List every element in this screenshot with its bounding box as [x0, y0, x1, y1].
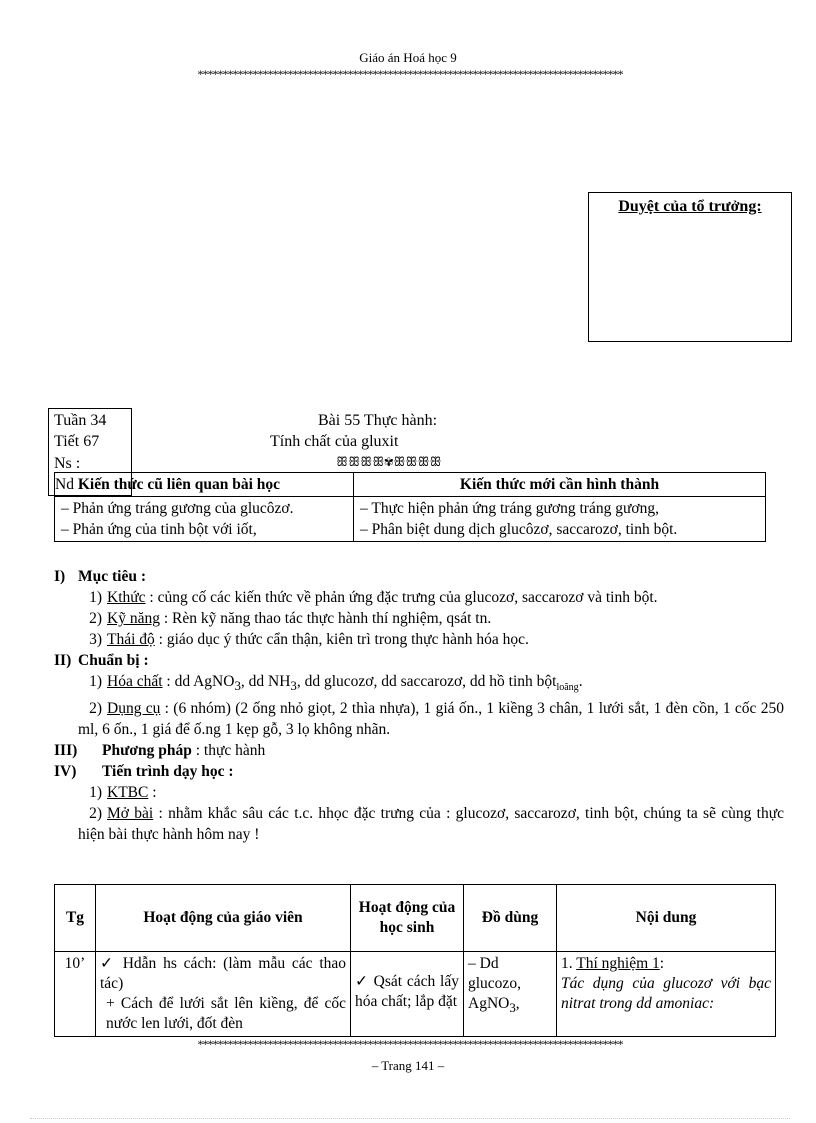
- period-label: Tiết 67: [54, 433, 100, 450]
- plan-table-row: [55, 952, 776, 1037]
- objective-knowledge: 1) Kthức : củng cố các kiến thức về phản ứng đặc trưng của glucozơ, saccarozơ và tinh bột.: [89, 589, 658, 606]
- knowledge-table: [54, 472, 766, 542]
- row-student: ✓ Qsát cách lấy hóa chất; lắp đặt: [351, 952, 464, 1037]
- page-number: – Trang 141 –: [371, 1058, 445, 1073]
- lesson-plan-table: [54, 884, 776, 1037]
- lesson-subtitle: Tính chất của gluxit: [270, 433, 399, 450]
- ns-label: Ns :: [54, 455, 81, 472]
- new-knowledge-item: – Thực hiện phản ứng tráng gương tráng gương,: [360, 500, 659, 517]
- preparation-chemicals: 1) Hóa chất : dd AgNO$_3$, dd $NH_3$, dd glucozơ, dd saccarozơ, dd hồ tinh bột$_{loãng}$.: [89, 673, 583, 694]
- row-materials: – Dd glucozo, AgNO$_3$,: [464, 952, 557, 1037]
- nd-label: Nd: [55, 476, 74, 493]
- process-ktbc: 1) KTBC :: [89, 784, 157, 802]
- row-teacher: ✓ Hdẫn hs cách: (làm mẫu các thao tác) + Cách để lưới sắt lên kiềng, để cốc nước len lưới, đốt đèn: [96, 952, 351, 1037]
- old-knowledge-header: [55, 473, 354, 497]
- old-knowledge-item: – Phản ứng của tinh bột với iốt,: [61, 521, 257, 538]
- page-bottom-divider: [30, 1118, 790, 1119]
- page-header-title: Giáo án Hoá học 9: [359, 50, 457, 65]
- objective-skill: 2) Kỹ năng : Rèn kỹ năng thao tác thực hành thí nghiệm, qsát tn.: [89, 610, 492, 627]
- new-knowledge-header: Kiến thức mới cần hình thành: [354, 473, 766, 497]
- new-knowledge-cell: [354, 497, 766, 542]
- old-knowledge-item: – Phản ứng tráng gương của glucôzơ.: [61, 500, 294, 517]
- header-star-divider: *************************************************************************************: [197, 68, 623, 80]
- method-line: III) Phương pháp : thực hành: [54, 742, 266, 760]
- knowledge-table-row: [55, 497, 766, 542]
- objectives-heading: I) Mục tiêu :: [54, 568, 147, 585]
- objective-attitude: 3) Thái độ : giáo dục ý thức cẩn thận, kiên trì trong thực hành hóa học.: [89, 631, 529, 648]
- plan-table-header: [55, 885, 776, 952]
- preparation-heading: II) Chuẩn bị :: [54, 652, 149, 669]
- ornament-divider: ꕥꕥꕥꕥ✾ꕥꕥꕥꕥ: [336, 454, 442, 469]
- col-time-header: Tg: [55, 885, 96, 952]
- process-heading: IV) Tiến trình dạy học :: [54, 763, 234, 781]
- old-knowledge-cell: [55, 497, 354, 542]
- approval-box: [588, 192, 792, 342]
- lesson-body: [54, 566, 784, 845]
- approval-label: Duyệt của tổ trưởng:: [618, 198, 762, 215]
- col-materials-header: Đồ dùng: [464, 885, 557, 952]
- lesson-title: Bài 55 Thực hành:: [318, 412, 438, 429]
- process-intro: 2) Mở bài : nhằm khắc sâu các t.c. hhọc đặc trưng của : glucozơ, saccarozơ, tinh bột, chúng ta sẽ cùng thực hiện bài thực hành hôm nay !: [78, 805, 784, 844]
- col-teacher-header: Hoạt động của giáo viên: [96, 885, 351, 952]
- row-time: 10’: [55, 952, 96, 1037]
- footer-star-divider: *************************************************************************************: [197, 1038, 623, 1050]
- col-student-header: Hoạt động của học sinh: [351, 885, 464, 952]
- col-content-header: Nội dung: [557, 885, 776, 952]
- old-knowledge-header-text: Kiến thức cũ liên quan bài học: [77, 476, 281, 493]
- new-knowledge-item: – Phân biệt dung dịch glucôzơ, saccarozơ, tinh bột.: [360, 521, 678, 538]
- preparation-equipment: 2) Dụng cụ : (6 nhóm) (2 ống nhỏ giọt, 2 thìa nhựa), 1 giá ốn., 1 kiềng 3 chân, 1 lưới sắt, 1 đèn cồn, 1 cốc 250 ml, 6 ốn., 1 giá để ố.ng 1 kẹp gỗ, 3 lọ không nhãn.: [78, 700, 784, 739]
- week-label: Tuần 34: [54, 412, 107, 429]
- knowledge-table-header: [55, 473, 766, 497]
- row-content: 1. Thí nghiệm 1: Tác dụng của glucozơ với bạc nitrat trong dd amoniac:: [557, 952, 776, 1037]
